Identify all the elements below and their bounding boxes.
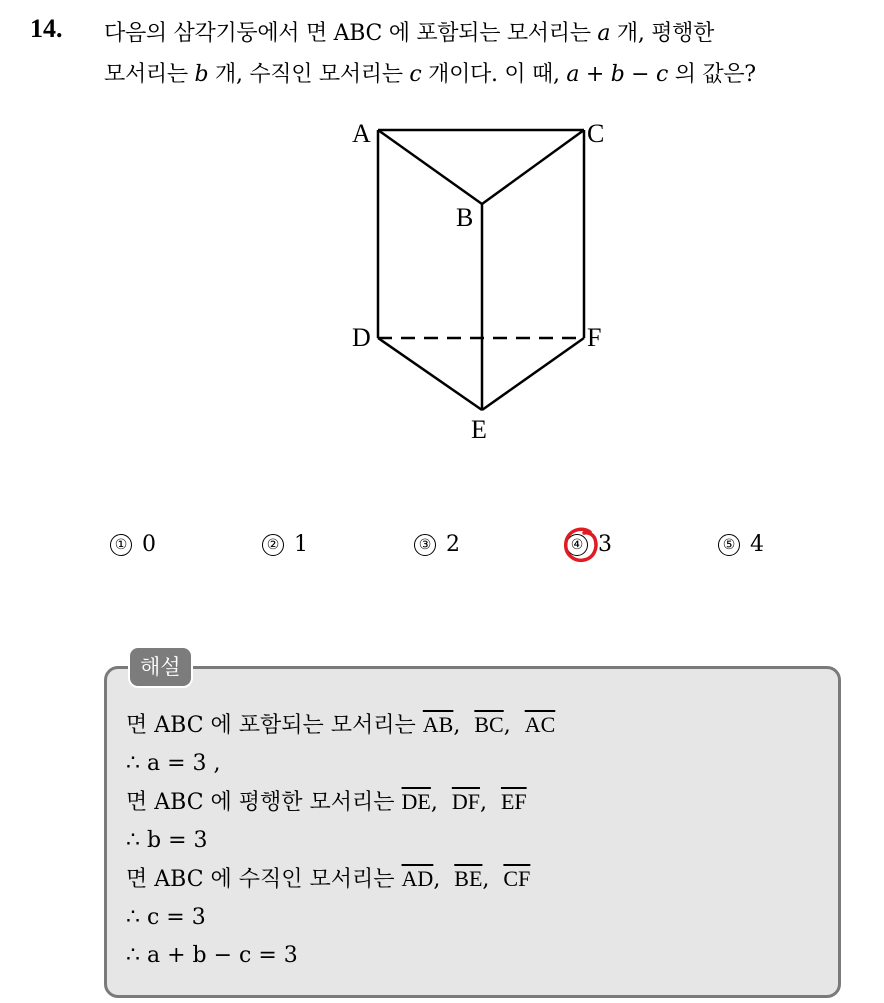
question-text: 개, 평행한 <box>610 21 715 46</box>
edge-bc <box>482 130 584 204</box>
question-line-2 <box>104 57 756 88</box>
edge-segment: $\overline{DE}$ <box>401 789 431 814</box>
variable-b: b <box>194 62 209 87</box>
vertex-label-f: F <box>587 323 602 352</box>
choice-number: ② <box>262 534 284 556</box>
choice-number: ① <box>110 534 132 556</box>
edge-ef <box>482 338 584 410</box>
solution-label: 해설 <box>128 646 193 688</box>
question-text: 개이다. 이 때, <box>421 62 567 87</box>
solution-line-5: 면 ABC 에 수직인 모서리는 $\overline{AD}$, $\overline{BE}$, $\overline{CF}$ <box>126 866 531 892</box>
solution-line-3: 면 ABC 에 평행한 모서리는 $\overline{DE}$, $\overline{DF}$, $\overline{EF}$ <box>126 789 527 815</box>
answer-choices <box>0 532 884 568</box>
choice-4[interactable] <box>566 532 612 557</box>
variable-a: a <box>597 21 611 46</box>
solution-text: 면 ABC 에 평행한 모서리는 <box>126 790 402 815</box>
solution-text: ∴ a = 3 , <box>126 750 221 776</box>
choice-number: ③ <box>414 534 436 556</box>
question-text: 다음의 삼각기둥에서 면 ABC 에 포함되는 모서리는 <box>104 21 598 46</box>
question-text: 개, 수직인 모서리는 <box>208 62 410 87</box>
question-text: 의 값은? <box>668 62 756 87</box>
edge-segment: $\overline{DF}$ <box>451 789 480 814</box>
vertex-label-e: E <box>471 415 487 444</box>
choice-number: ⑤ <box>718 534 740 556</box>
edge-segment: $\overline{BE}$ <box>454 866 483 891</box>
choice-value: 2 <box>446 532 460 557</box>
solution-line-2 <box>126 745 555 784</box>
solution-line-6 <box>126 899 555 938</box>
choice-5[interactable] <box>718 532 764 557</box>
choice-1[interactable] <box>110 532 156 557</box>
question-number: 14. <box>30 14 63 43</box>
vertex-label-b: B <box>456 203 474 232</box>
choice-value: 3 <box>598 532 612 557</box>
solution-text: ∴ c = 3 <box>126 904 206 930</box>
choice-2[interactable] <box>262 532 308 557</box>
solution-text: ∴ a + b − c = 3 <box>126 943 298 968</box>
solution-text: 면 ABC 에 포함되는 모서리는 <box>126 713 423 738</box>
solution-line-7 <box>126 937 555 976</box>
edge-segment: $\overline{AB}$ <box>422 712 454 737</box>
vertex-label-d: D <box>352 323 371 352</box>
choice-value: 0 <box>142 532 156 557</box>
vertex-label-a: A <box>352 119 371 148</box>
edge-segment: $\overline{EF}$ <box>500 789 527 814</box>
question-line-1 <box>104 16 714 47</box>
edge-de <box>378 338 482 410</box>
vertex-label-c: C <box>587 119 605 148</box>
solution-line-4 <box>126 822 555 861</box>
choice-value: 1 <box>294 532 308 557</box>
solution-text: ∴ b = 3 <box>126 827 208 853</box>
edge-segment: $\overline{BC}$ <box>474 712 504 737</box>
question-text: 모서리는 <box>104 62 195 87</box>
solution-lines <box>126 706 555 976</box>
triangular-prism-figure <box>340 108 630 448</box>
edge-segment: $\overline{AC}$ <box>524 712 556 737</box>
choice-3[interactable] <box>414 532 460 557</box>
variable-c: c <box>409 62 422 87</box>
choice-value: 4 <box>750 532 764 557</box>
solution-line-1: 면 ABC 에 포함되는 모서리는 $\overline{AB}$, $\overline{BC}$, $\overline{AC}$ <box>126 712 556 738</box>
edge-segment: $\overline{AD}$ <box>401 866 434 891</box>
choice-number: ④ <box>566 534 588 556</box>
edge-ab <box>378 130 482 204</box>
solution-text: 면 ABC 에 수직인 모서리는 <box>126 867 402 892</box>
expression: a + b − c <box>566 62 669 87</box>
edge-segment: $\overline{CF}$ <box>503 866 531 891</box>
